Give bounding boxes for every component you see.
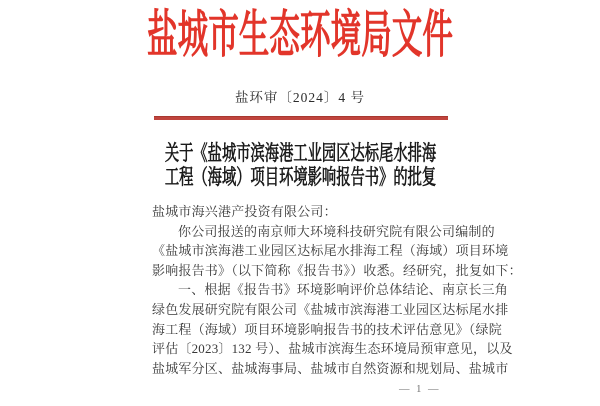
body-line-salutation: 盐城市海兴港产投资有限公司： bbox=[152, 204, 337, 219]
document-body bbox=[152, 202, 522, 378]
body-line: 盐城军分区、盐城海事局、盐城市自然资源和规划局、盐城市 bbox=[152, 360, 509, 376]
body-line: 影响报告书》（以下简称《报告书》）收悉。经研究，批复如下： bbox=[152, 262, 522, 278]
document-title-line-2 bbox=[0, 165, 600, 189]
document-number: 盐环审〔2024〕4 号 bbox=[234, 90, 366, 105]
document-title-line-1 bbox=[0, 141, 600, 165]
document-header-title bbox=[0, 7, 600, 65]
document-title-line-1-text: 关于《盐城市滨海港工业园区达标尾水排海 bbox=[164, 141, 436, 165]
page-number: — 1 — bbox=[399, 384, 441, 395]
document-header-title-text: 盐城市生态环境局文件 bbox=[146, 8, 453, 64]
body-line: 海工程（海域）项目环境影响报告书的技术评估意见》（绿院 bbox=[152, 321, 502, 337]
document-title bbox=[0, 141, 600, 189]
body-line: 你公司报送的南京师大环境科技研究院有限公司编制的 bbox=[178, 223, 495, 239]
body-line: 评估〔2023〕132 号）、盐城市滨海生态环境局预审意见，以及 bbox=[152, 341, 513, 357]
body-line: 一、根据《报告书》环境影响评价总体结论、南京长三角 bbox=[178, 282, 509, 298]
body-line: 绿色发展研究院有限公司《盐城市滨海港工业园区达标尾水排 bbox=[152, 301, 509, 317]
red-divider-line bbox=[154, 116, 448, 120]
document-title-line-2-text: 工程（海域）项目环境影响报告书》的批复 bbox=[164, 165, 436, 189]
body-line: 《盐城市滨海港工业园区达标尾水排海工程（海域）项目环境 bbox=[152, 243, 509, 259]
